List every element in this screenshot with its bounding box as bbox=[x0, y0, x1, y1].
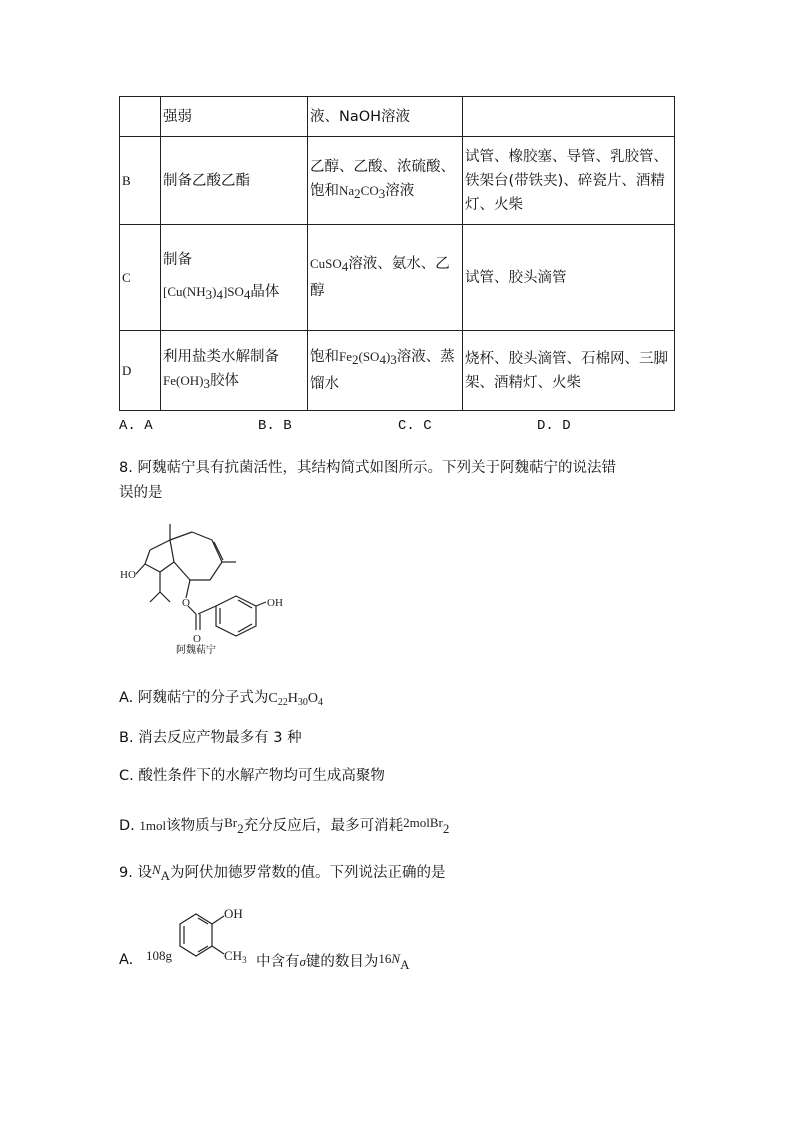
oh-label: OH bbox=[267, 597, 283, 609]
apparatus-cell: 试管、橡胶塞、导管、乳胶管、铁架台(带铁夹)、碎瓷片、酒精灯、火柴 bbox=[463, 137, 675, 225]
row-label: B bbox=[120, 137, 161, 225]
apparatus-cell: 试管、胶头滴管 bbox=[463, 225, 675, 331]
q8-stem-line2: 误的是 bbox=[119, 485, 163, 501]
experiment-table bbox=[119, 96, 675, 411]
reagents-cell: 液、NaOH溶液 bbox=[308, 97, 463, 137]
purpose-cell: 利用盐类水解制备 Fe(OH)3胶体 bbox=[161, 331, 308, 411]
q9-option-a-label[interactable]: A. bbox=[119, 952, 134, 968]
table-row bbox=[120, 137, 675, 225]
purpose-cell: 强弱 bbox=[161, 97, 308, 137]
row-label: C bbox=[120, 225, 161, 331]
cresol-structure bbox=[174, 902, 262, 968]
apparatus-cell: 烧杯、胶头滴管、石棉网、三脚架、酒精灯、火柴 bbox=[463, 331, 675, 411]
ester-o-label: O bbox=[182, 597, 190, 609]
apparatus-cell bbox=[463, 97, 675, 137]
choice-d[interactable]: D. D bbox=[537, 418, 571, 434]
q8-option-d[interactable]: D. 1mol该物质与Br2充分反应后，最多可消耗2molBr2 bbox=[119, 815, 450, 836]
choice-c[interactable]: C. C bbox=[398, 418, 432, 434]
cresol-ch3-label: $CH_3$ bbox=[224, 948, 247, 965]
choice-a[interactable]: A. A bbox=[119, 418, 153, 434]
carbonyl-o-label: O bbox=[193, 633, 201, 645]
q9-mass: 108g bbox=[146, 948, 172, 963]
aweitinning-structure bbox=[112, 522, 312, 654]
reagents-cell: CuSO4溶液、氨水、乙醇 bbox=[308, 225, 463, 331]
table-row bbox=[120, 97, 675, 137]
q8-option-a[interactable]: A. 阿魏萜宁的分子式为$C_{22}H_{30}O_4$ bbox=[119, 690, 323, 708]
purpose-cell: 制备乙酸乙酯 bbox=[161, 137, 308, 225]
purpose-cell: 制备 [Cu(NH3)4]SO4晶体 bbox=[161, 225, 308, 331]
row-label bbox=[120, 97, 161, 137]
table-row bbox=[120, 331, 675, 411]
q7-choices bbox=[119, 418, 679, 438]
reagents-cell: 乙醇、乙酸、浓硫酸、饱和Na2CO3溶液 bbox=[308, 137, 463, 225]
cresol-oh-label: OH bbox=[224, 906, 243, 921]
q8-option-b[interactable]: B. 消去反应产物最多有 3 种 bbox=[119, 730, 302, 746]
q8-stem-line1: 8. 阿魏萜宁具有抗菌活性，其结构简式如图所示。下列关于阿魏萜宁的说法错 bbox=[119, 460, 616, 476]
choice-b[interactable]: B. B bbox=[258, 418, 292, 434]
q9-option-a-text[interactable]: 中含有σ键的数目为16NA bbox=[256, 951, 410, 972]
q9-stem: 9. 设NA为阿伏加德罗常数的值。下列说法正确的是 bbox=[119, 862, 446, 883]
figure-caption: 阿魏萜宁 bbox=[176, 645, 216, 656]
reagents-cell: 饱和Fe2(SO4)3溶液、蒸馏水 bbox=[308, 331, 463, 411]
ho-label: HO bbox=[120, 569, 136, 581]
row-label: D bbox=[120, 331, 161, 411]
q8-option-c[interactable]: C. 酸性条件下的水解产物均可生成高聚物 bbox=[119, 768, 385, 784]
table-row bbox=[120, 225, 675, 331]
